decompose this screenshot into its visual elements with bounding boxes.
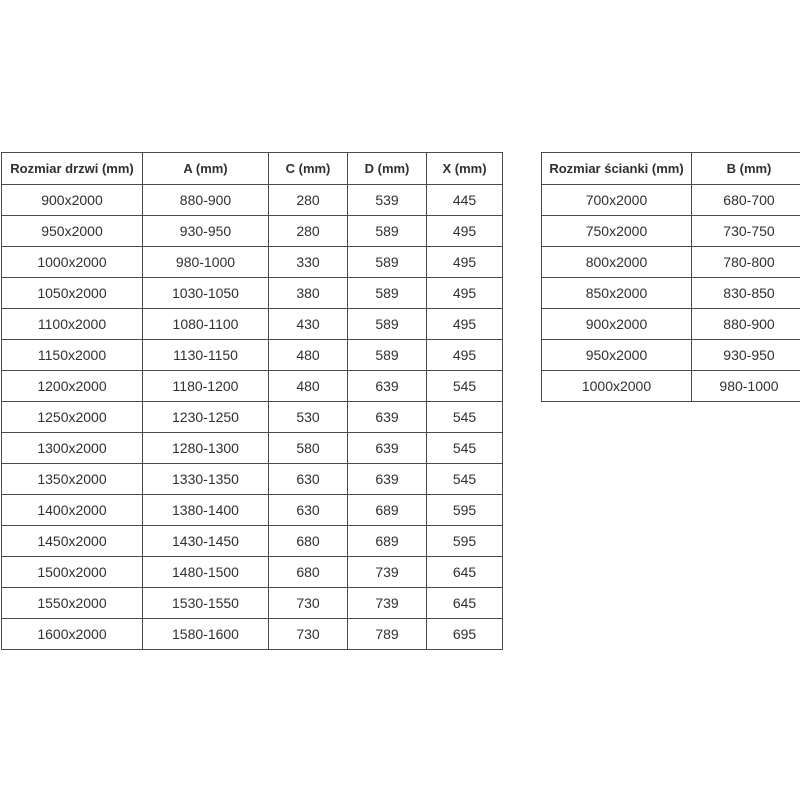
table-cell: 580 xyxy=(269,433,348,464)
table-cell: 539 xyxy=(348,185,427,216)
table-cell: 780-800 xyxy=(692,247,800,278)
table-cell: 1580-1600 xyxy=(143,619,269,650)
table-row xyxy=(2,464,503,495)
table-cell: 930-950 xyxy=(143,216,269,247)
table-row xyxy=(2,588,503,619)
table-cell: 589 xyxy=(348,340,427,371)
table-cell: 1180-1200 xyxy=(143,371,269,402)
table-cell: 1250x2000 xyxy=(2,402,143,433)
table-cell: 1530-1550 xyxy=(143,588,269,619)
table-row xyxy=(2,340,503,371)
table-cell: 645 xyxy=(427,588,503,619)
table-cell: 495 xyxy=(427,340,503,371)
table-cell: 1230-1250 xyxy=(143,402,269,433)
table-cell: 1600x2000 xyxy=(2,619,143,650)
table-cell: 1200x2000 xyxy=(2,371,143,402)
table-cell: 595 xyxy=(427,526,503,557)
table-cell: 739 xyxy=(348,557,427,588)
header-cell: B (mm) xyxy=(692,153,800,185)
table-row xyxy=(542,278,800,309)
table-cell: 730 xyxy=(269,588,348,619)
header-cell: X (mm) xyxy=(427,153,503,185)
table-cell: 695 xyxy=(427,619,503,650)
table-row xyxy=(2,278,503,309)
table-row xyxy=(542,216,800,247)
table-cell: 730 xyxy=(269,619,348,650)
table-cell: 1150x2000 xyxy=(2,340,143,371)
table-cell: 495 xyxy=(427,216,503,247)
header-row xyxy=(2,153,503,185)
table-cell: 1550x2000 xyxy=(2,588,143,619)
table-row xyxy=(2,185,503,216)
table-cell: 850x2000 xyxy=(542,278,692,309)
table-cell: 880-900 xyxy=(143,185,269,216)
table-cell: 950x2000 xyxy=(2,216,143,247)
table-cell: 1000x2000 xyxy=(542,371,692,402)
table-cell: 1100x2000 xyxy=(2,309,143,340)
table-cell: 680-700 xyxy=(692,185,800,216)
table-cell: 430 xyxy=(269,309,348,340)
table-cell: 630 xyxy=(269,464,348,495)
table-cell: 545 xyxy=(427,402,503,433)
table-cell: 1050x2000 xyxy=(2,278,143,309)
table-cell: 1330-1350 xyxy=(143,464,269,495)
table-cell: 545 xyxy=(427,371,503,402)
header-cell: D (mm) xyxy=(348,153,427,185)
table-cell: 1350x2000 xyxy=(2,464,143,495)
table-cell: 950x2000 xyxy=(542,340,692,371)
table-cell: 380 xyxy=(269,278,348,309)
table-cell: 480 xyxy=(269,340,348,371)
table-row xyxy=(542,247,800,278)
table-cell: 730-750 xyxy=(692,216,800,247)
table-cell: 630 xyxy=(269,495,348,526)
table-cell: 680 xyxy=(269,526,348,557)
header-row xyxy=(542,153,800,185)
table-cell: 639 xyxy=(348,433,427,464)
table-cell: 1300x2000 xyxy=(2,433,143,464)
table-row xyxy=(2,557,503,588)
table-cell: 495 xyxy=(427,309,503,340)
table-cell: 495 xyxy=(427,278,503,309)
table-cell: 589 xyxy=(348,309,427,340)
table-row xyxy=(2,433,503,464)
table-cell: 830-850 xyxy=(692,278,800,309)
table-cell: 1450x2000 xyxy=(2,526,143,557)
table-cell: 1400x2000 xyxy=(2,495,143,526)
table-cell: 900x2000 xyxy=(542,309,692,340)
table-row xyxy=(2,495,503,526)
table-cell: 1500x2000 xyxy=(2,557,143,588)
table-row xyxy=(2,526,503,557)
table-cell: 639 xyxy=(348,464,427,495)
header-cell: Rozmiar drzwi (mm) xyxy=(2,153,143,185)
table-cell: 800x2000 xyxy=(542,247,692,278)
table-cell: 1130-1150 xyxy=(143,340,269,371)
table-cell: 750x2000 xyxy=(542,216,692,247)
table-cell: 689 xyxy=(348,526,427,557)
table-cell: 1030-1050 xyxy=(143,278,269,309)
table-row xyxy=(542,185,800,216)
table-cell: 589 xyxy=(348,216,427,247)
table-cell: 639 xyxy=(348,371,427,402)
table-cell: 700x2000 xyxy=(542,185,692,216)
wall-sizes-table xyxy=(541,152,800,402)
table-cell: 530 xyxy=(269,402,348,433)
table-cell: 589 xyxy=(348,247,427,278)
table-cell: 1280-1300 xyxy=(143,433,269,464)
table-cell: 1430-1450 xyxy=(143,526,269,557)
table-cell: 1380-1400 xyxy=(143,495,269,526)
table-cell: 595 xyxy=(427,495,503,526)
header-cell: C (mm) xyxy=(269,153,348,185)
table-cell: 980-1000 xyxy=(143,247,269,278)
table-cell: 545 xyxy=(427,464,503,495)
table-cell: 980-1000 xyxy=(692,371,800,402)
table-cell: 930-950 xyxy=(692,340,800,371)
table-cell: 1080-1100 xyxy=(143,309,269,340)
table-cell: 280 xyxy=(269,216,348,247)
table-row xyxy=(542,309,800,340)
table-row xyxy=(2,402,503,433)
table-cell: 680 xyxy=(269,557,348,588)
table-cell: 330 xyxy=(269,247,348,278)
table-cell: 1000x2000 xyxy=(2,247,143,278)
table-cell: 900x2000 xyxy=(2,185,143,216)
header-cell: A (mm) xyxy=(143,153,269,185)
table-row xyxy=(2,309,503,340)
table-row xyxy=(2,371,503,402)
door-sizes-table xyxy=(1,152,503,650)
table-cell: 880-900 xyxy=(692,309,800,340)
table-cell: 689 xyxy=(348,495,427,526)
table-cell: 739 xyxy=(348,588,427,619)
table-cell: 480 xyxy=(269,371,348,402)
table-cell: 545 xyxy=(427,433,503,464)
table-cell: 639 xyxy=(348,402,427,433)
table-cell: 645 xyxy=(427,557,503,588)
table-cell: 1480-1500 xyxy=(143,557,269,588)
table-row xyxy=(2,216,503,247)
header-cell: Rozmiar ścianki (mm) xyxy=(542,153,692,185)
table-row xyxy=(542,371,800,402)
table-cell: 445 xyxy=(427,185,503,216)
table-cell: 280 xyxy=(269,185,348,216)
table-cell: 589 xyxy=(348,278,427,309)
table-cell: 789 xyxy=(348,619,427,650)
table-row xyxy=(2,247,503,278)
table-row xyxy=(2,619,503,650)
table-cell: 495 xyxy=(427,247,503,278)
table-row xyxy=(542,340,800,371)
